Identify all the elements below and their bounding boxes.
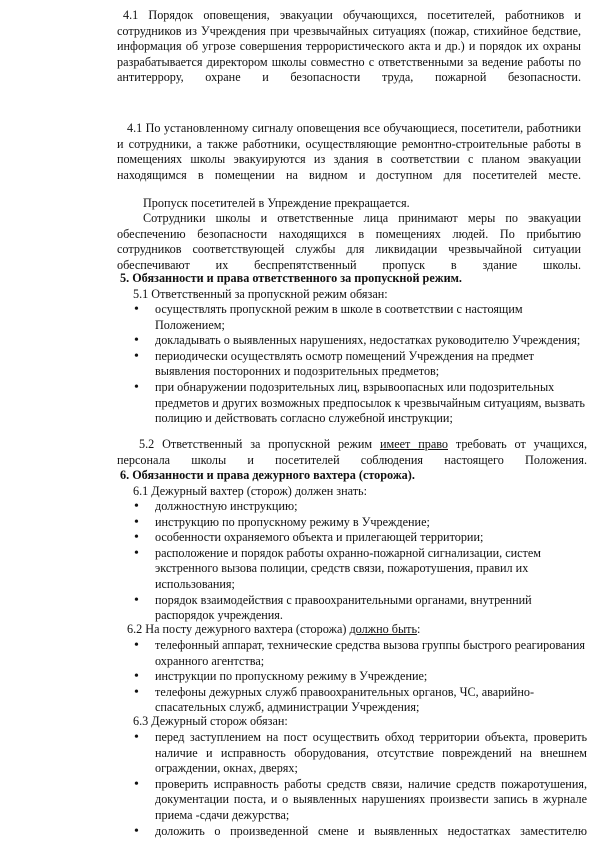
section-5-1-subheading: 5.1 Ответственный за пропускной режим обязан: bbox=[133, 287, 388, 301]
paragraph-4-1-order: 4.1 Порядок оповещения, эвакуации обучающихся, посетителей, работников и сотрудников из Учреждения при чрезвычайных ситуациях (пожар, стихийное бедствие, информация об угрозе совершения террористического акта и др.) и порядок их охраны разрабатывается директором школы совместно с ответственными за ведение работы по антитеррору, охране и безопасности труда, пожарной безопасности. bbox=[117, 8, 581, 85]
list-item: • периодически осуществлять осмотр помещений Учреждения на предмет выявления посторонних и подозрительных предметов; bbox=[117, 349, 587, 380]
section-5-2-paragraph: 5.2 Ответственный за пропускной режим имеет право требовать от учащихся, персонала школы и посетителей соблюдения настоящего Положения. bbox=[117, 437, 588, 467]
section-6-3-subheading: 6.3 Дежурный сторож обязан: bbox=[133, 714, 288, 728]
list-item: • осуществлять пропускной режим в школе в соответствии с настоящим Положением; bbox=[117, 302, 587, 333]
section-6-1-subheading: 6.1 Дежурный вахтер (сторож) должен знать: bbox=[133, 484, 368, 498]
list-item: • порядок взаимодействия с правоохранительными органами, внутренний распорядок учреждения. bbox=[117, 593, 587, 624]
list-item: • телефоны дежурных служб правоохранительных органов, ЧС, аварийно-спасательных служб, администрации Учреждения; bbox=[117, 685, 587, 716]
paragraph-4-1-evacuation: 4.1 По установленному сигналу оповещения все обучающиеся, посетители, работники и сотрудники, а также работники, осуществляющие ремонтно-строительные работы в помещениях школы эвакуируются из здания в соответствии с планом эвакуации находящимся в помещении на видном и доступном для посетителей месте. bbox=[117, 121, 581, 182]
underlined-term: должно быть bbox=[349, 622, 418, 636]
section-6-2-list bbox=[117, 638, 587, 716]
paragraph-staff-measures: Сотрудники школы и ответственные лица принимают меры по эвакуации обеспечению безопасности находящихся в помещениях людей. По прибытию сотрудников соответствующей службы для ликвидации чрезвычайной ситуации обеспечивают их беспрепятственный пропуск в здание школы. bbox=[117, 211, 581, 272]
list-item: • при обнаружении подозрительных лиц, взрывоопасных или подозрительных предметов и других возможных предпосылок к чрезвычайным ситуациям, вызвать полицию и действовать согласно служебной инструкции; bbox=[117, 380, 587, 427]
list-item: • проверить исправность работы средств связи, наличие средств пожаротушения, документации поста, и о выявленных нарушениях произвести запись в журнале приема -сдачи дежурства; bbox=[117, 777, 587, 824]
list-item: • расположение и порядок работы охранно-пожарной сигнализации, систем экстренного вызова полиции, средств связи, пожаротушения, правил их использования; bbox=[117, 546, 587, 593]
list-item: • перед заступлением на пост осуществить обход территории объекта, проверить наличие и исправность оборудования, отсутствие повреждений на внешнем ограждении, окнах, дверях; bbox=[117, 730, 587, 777]
section-5-heading: 5. Обязанности и права ответственного за пропускной режим. bbox=[120, 271, 462, 285]
section-6-1-list bbox=[117, 499, 587, 624]
list-item: • докладывать о выявленных нарушениях, недостатках руководителю Учреждения; bbox=[117, 333, 587, 349]
section-6-2-subheading: 6.2 На посту дежурного вахтера (сторожа) должно быть: bbox=[127, 622, 421, 636]
list-item: • должностную инструкцию; bbox=[117, 499, 587, 515]
section-6-3-list bbox=[117, 730, 587, 839]
section-6-heading: 6. Обязанности и права дежурного вахтера (сторожа). bbox=[120, 468, 415, 482]
list-item: • инструкции по пропускному режиму в Учреждение; bbox=[117, 669, 587, 685]
list-item: • особенности охраняемого объекта и прилегающей территории; bbox=[117, 530, 587, 546]
paragraph-pass-stop: Пропуск посетителей в Упреждение прекращается. bbox=[143, 196, 410, 210]
list-item: • телефонный аппарат, технические средства вызова группы быстрого реагирования охранного агентства; bbox=[117, 638, 587, 669]
underlined-term: имеет право bbox=[379, 437, 448, 451]
list-item: • доложить о произведенной смене и выявленных недостатках заместителю bbox=[117, 824, 587, 840]
list-item: • инструкцию по пропускному режиму в Учреждение; bbox=[117, 515, 587, 531]
section-5-1-list bbox=[117, 302, 587, 427]
